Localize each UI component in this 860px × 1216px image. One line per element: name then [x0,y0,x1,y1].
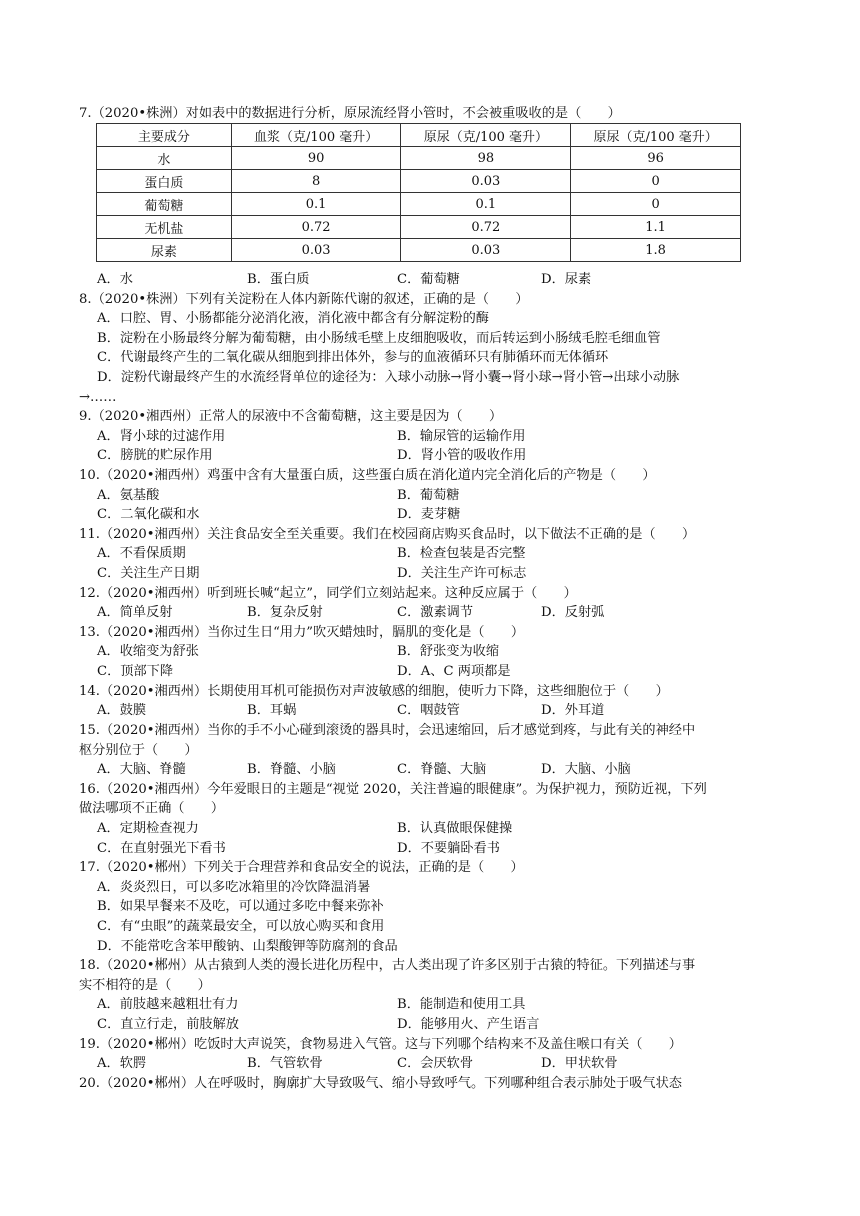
table-cell: 尿素 [97,239,232,262]
option-d: D．反射弧 [541,605,605,620]
option-d: D．关注生产许可标志 [397,566,527,581]
table-cell: 1.1 [571,216,741,239]
table-cell: 0.72 [401,216,571,239]
table-header-cell: 原尿（克/100 毫升） [401,124,571,147]
option-b: B．脊髓、小脑 [247,762,336,777]
table-row [97,216,741,239]
option-a: A．大脑、脊髓 [97,762,186,777]
table-cell: 无机盐 [97,216,232,239]
option-b: B．输尿管的运输作用 [397,429,526,444]
question-18-stem: 18.（2020•郴州）从古猿到人类的漫长进化历程中，古人类出现了许多区别于古猿的特征。下列描述与事 [79,958,696,973]
option-b: B．气管软骨 [247,1056,323,1071]
option-d: D．麦芽糖 [397,507,461,522]
option-b: B．复杂反射 [247,605,323,620]
question-16-stem: 16.（2020•湘西州）今年爱眼日的主题是“视觉 2020，关注普遍的眼健康”。为保护视力，预防近视，下列 [79,782,707,797]
table-cell: 8 [231,170,401,193]
table-header-cell: 主要成分 [97,124,232,147]
question-12-stem: 12.（2020•湘西州）听到班长喊“起立”，同学们立刻站起来。这种反应属于（ ） [79,586,577,601]
table-row [97,147,741,170]
question-13-stem: 13.（2020•湘西州）当你过生日“用力”吹灭蜡烛时，膈肌的变化是（ ） [79,625,525,640]
option-c: C．脊髓、大脑 [397,762,487,777]
option-a: A．前肢越来越粗壮有力 [97,997,239,1012]
question-8-stem: 8.（2020•株洲）下列有关淀粉在人体内新陈代谢的叙述，正确的是（ ） [79,292,529,307]
table-header-row [97,124,741,147]
table-cell: 0.03 [401,239,571,262]
table-cell: 蛋白质 [97,170,232,193]
option-d: D．能够用火、产生语言 [397,1017,540,1032]
table-header-cell: 血浆（克/100 毫升） [231,124,401,147]
option-d: D．尿素 [541,272,592,287]
question-9-stem: 9.（2020•湘西州）正常人的尿液中不含葡萄糖，这主要是因为（ ） [79,409,503,424]
table-cell: 98 [401,147,571,170]
option-a: A．鼓膜 [97,703,147,718]
option-c: C．二氧化碳和水 [97,507,200,522]
option-a: A．水 [97,272,133,287]
option-d: D．不要躺卧看书 [397,841,500,856]
option-a: A．不看保质期 [97,546,186,561]
question-15-stem: 15.（2020•湘西州）当你的手不小心碰到滚烫的器具时，会迅速缩回，后才感觉到疼，与此有关的神经中 [79,723,696,738]
option-d: D．淀粉代谢最终产生的水流经肾单位的途径为：入球小动脉→肾小囊→肾小球→肾小管→出球小动脉 [97,370,680,385]
option-c: C．有“虫眼”的蔬菜最安全，可以放心购买和食用 [97,919,385,934]
table-cell: 0.1 [401,193,571,216]
table-cell: 0.1 [231,193,401,216]
question-11-stem: 11.（2020•湘西州）关注食品安全至关重要。我们在校园商店购买食品时，以下做法不正确的是（ ） [79,527,696,542]
option-c: C．直立行走，前肢解放 [97,1017,239,1032]
question-14-stem: 14.（2020•湘西州）长期使用耳机可能损伤对声波敏感的细胞，使听力下降，这些细胞位于（ ） [79,684,669,699]
table-cell: 0.03 [231,239,401,262]
question-15-stem-continued: 枢分别位于（ ） [79,743,198,758]
table-cell: 0 [571,193,741,216]
question-18-stem-continued: 实不相符的是（ ） [79,978,211,993]
table-cell: 90 [231,147,401,170]
option-a: A．口腔、胃、小肠都能分泌消化液，消化液中都含有分解淀粉的酶 [97,311,489,326]
option-c: C．咽鼓管 [397,703,460,718]
option-b: B．葡萄糖 [397,488,460,503]
table-cell: 水 [97,147,232,170]
option-b: B．能制造和使用工具 [397,997,526,1012]
option-d: D．A、C 两项都是 [397,664,511,679]
question-10-stem: 10.（2020•湘西州）鸡蛋中含有大量蛋白质，这些蛋白质在消化道内完全消化后的产物是（ ） [79,468,656,483]
option-c: C．膀胱的贮尿作用 [97,448,213,463]
table-cell: 96 [571,147,741,170]
table-row [97,170,741,193]
option-b: B．检查包装是否完整 [397,546,526,561]
option-c: C．激素调节 [397,605,474,620]
option-c: C．关注生产日期 [97,566,200,581]
option-b: B．认真做眼保健操 [397,821,513,836]
option-c: C．葡萄糖 [397,272,460,287]
option-d: D．肾小管的吸收作用 [397,448,527,463]
question-16-stem-continued: 做法哪项不正确（ ） [79,801,225,816]
table-cell: 0.72 [231,216,401,239]
question-7-stem: 7.（2020•株洲）对如表中的数据进行分析，原尿流经肾小管时，不会被重吸收的是（ ） [79,106,621,121]
option-d-continued: →…… [79,390,117,405]
table-cell: 0 [571,170,741,193]
data-table [96,123,741,262]
option-a: A．定期检查视力 [97,821,199,836]
table-row [97,239,741,262]
table-cell: 0.03 [401,170,571,193]
option-b: B．蛋白质 [247,272,310,287]
option-a: A．收缩变为舒张 [97,644,199,659]
option-d: D．大脑、小脑 [541,762,631,777]
question-19-stem: 19.（2020•郴州）吃饭时大声说笑，食物易进入气管。这与下列哪个结构来不及盖住喉口有关（ ） [79,1037,682,1052]
option-d: D．甲状软骨 [541,1056,618,1071]
option-a: A．氨基酸 [97,488,160,503]
option-c: C．代谢最终产生的二氧化碳从细胞到排出体外，参与的血液循环只有肺循环而无体循环 [97,350,609,365]
option-b: B．如果早餐来不及吃，可以通过多吃中餐来弥补 [97,899,384,914]
option-b: B．舒张变为收缩 [397,644,500,659]
option-c: C．在直射强光下看书 [97,841,226,856]
table-cell: 1.8 [571,239,741,262]
option-b: B．耳蜗 [247,703,297,718]
option-c: C．顶部下降 [97,664,174,679]
option-a: A．炎炎烈日，可以多吃冰箱里的冷饮降温消暑 [97,880,371,895]
table-header-cell: 原尿（克/100 毫升） [571,124,741,147]
option-b: B．淀粉在小肠最终分解为葡萄糖，由小肠绒毛壁上皮细胞吸收，而后转运到小肠绒毛腔毛细血管 [97,331,661,346]
option-a: A．肾小球的过滤作用 [97,429,226,444]
option-a: A．简单反射 [97,605,173,620]
option-d: D．不能常吃含苯甲酸钠、山梨酸钾等防腐剂的食品 [97,939,398,954]
option-d: D．外耳道 [541,703,605,718]
table-cell: 葡萄糖 [97,193,232,216]
question-17-stem: 17.（2020•郴州）下列关于合理营养和食品安全的说法，正确的是（ ） [79,860,524,875]
table-row [97,193,741,216]
question-20-stem: 20.（2020•郴州）人在呼吸时，胸廓扩大导致吸气、缩小导致呼气。下列哪种组合表示肺处于吸气状态 [79,1076,682,1091]
option-c: C．会厌软骨 [397,1056,474,1071]
option-a: A．软腭 [97,1056,147,1071]
